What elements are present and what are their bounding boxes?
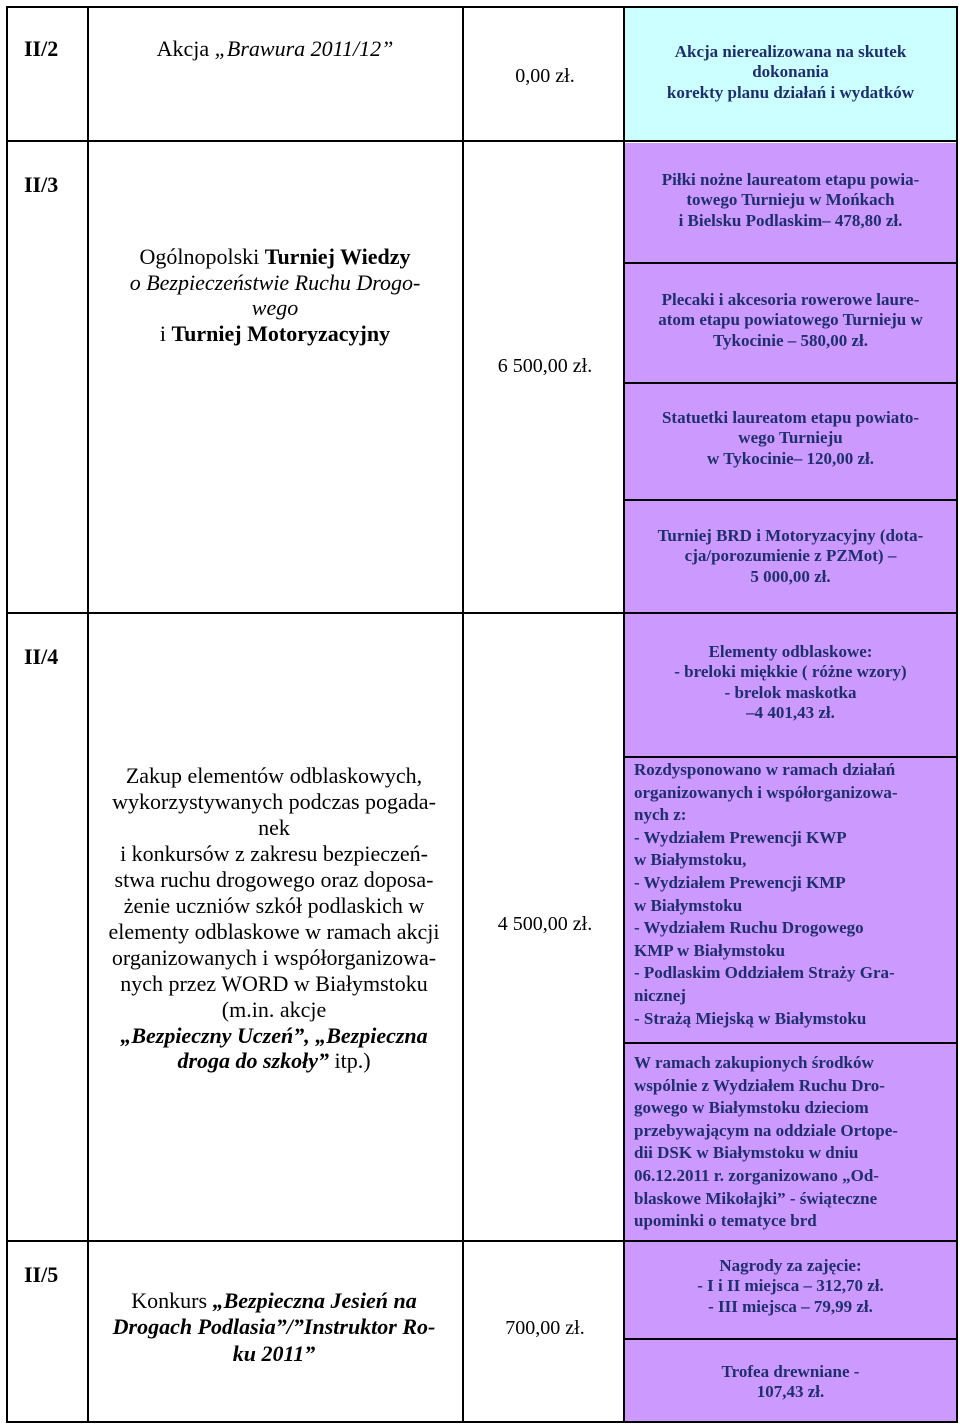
note-separator — [625, 1338, 956, 1340]
note-line: przebywającym na oddziale Ortope- — [634, 1120, 898, 1140]
note-line: Trofea drewniane - — [721, 1362, 860, 1381]
note-line: cja/porozumienie z PZMot) – — [684, 546, 897, 566]
description-italic: „Brawura 2011/12” — [214, 36, 394, 61]
row-amount: 0,00 zł. — [515, 65, 575, 87]
note-line: Akcja nierealizowana na skutek — [674, 42, 907, 61]
note-line: - brelok maskotka — [724, 682, 857, 702]
row-code: II/3 — [24, 172, 59, 197]
description-line: organizowanych i współorganizowa- — [111, 944, 437, 970]
note-line: 107,43 zł. — [756, 1382, 825, 1402]
note-line: Tykocinie – 580,00 zł. — [712, 330, 869, 350]
description-line: Zakup elementów odblaskowych, — [125, 763, 423, 788]
note-separator — [625, 382, 956, 384]
note-text — [630, 1362, 951, 1403]
note-line: korekty planu działań i wydatków — [666, 82, 915, 102]
note-line: w Białymstoku, — [634, 850, 747, 870]
row-description — [100, 244, 450, 347]
note-separator — [625, 756, 956, 758]
row-code: II/2 — [24, 36, 59, 61]
row-description — [100, 36, 450, 62]
description-line: nek — [258, 814, 290, 840]
description-line: (m.in. akcje — [221, 996, 327, 1022]
description-line: Akcja „Brawura 2011/12” — [156, 36, 394, 61]
note-line: - Wydziałem Prewencji KMP — [634, 873, 846, 893]
row-separator — [6, 1240, 958, 1242]
note-line: organizowanych i współorganizowa- — [634, 782, 898, 802]
description-line: Drogach Podlasia”/”Instruktor Ro- — [112, 1314, 436, 1340]
table-border-right — [956, 6, 958, 1423]
description-line: stwa ruchu drogowego oraz doposa- — [114, 866, 434, 892]
note-line: Plecaki i akcesoria rowerowe laure- — [661, 290, 920, 309]
note-line: i Bielsku Podlaskim– 478,80 zł. — [678, 210, 903, 230]
note-text — [630, 42, 951, 103]
note-line: - III miejsca – 79,99 zł. — [708, 1296, 873, 1316]
description-line: i Turniej Motoryzacyjny — [159, 321, 391, 347]
row-amount: 4 500,00 zł. — [497, 913, 593, 935]
description-line: wykorzystywanych podczas pogada- — [112, 788, 436, 814]
description-line: ku 2011” — [232, 1340, 316, 1366]
note-line: Piłki nożne laureatom etapu powia- — [661, 170, 920, 189]
description-line: „Bezpieczny Uczeń”, „Bezpieczna — [120, 1022, 428, 1048]
row-description — [92, 1288, 456, 1367]
note-line: towego Turnieju w Mońkach — [686, 190, 895, 210]
description-line: o Bezpieczeństwie Ruchu Drogo- — [129, 269, 421, 295]
note-line: atom etapu powiatowego Turnieju w — [658, 310, 923, 330]
description-line: żenie uczniów szkół podlaskich w — [123, 892, 425, 918]
note-text — [630, 526, 951, 587]
note-line: upominki o tematyce brd — [634, 1211, 817, 1231]
description-line: Ogólnopolski Turniej Wiedzy — [139, 244, 411, 269]
row-separator — [6, 612, 958, 614]
note-line: –4 401,43 zł. — [746, 703, 835, 723]
row-code: II/5 — [24, 1262, 59, 1287]
note-text — [630, 642, 951, 724]
note-separator — [625, 1042, 956, 1044]
note-line: dokonania — [752, 62, 829, 82]
column-separator — [623, 6, 625, 1423]
note-line: 5 000,00 zł. — [750, 566, 831, 586]
note-text — [630, 290, 951, 351]
note-line: - Podlaskim Oddziałem Straży Gra- — [634, 963, 895, 983]
note-text — [630, 1256, 951, 1317]
column-separator — [462, 6, 464, 1423]
row-code: II/4 — [24, 644, 59, 669]
row-separator — [6, 140, 958, 142]
note-line: gowego w Białymstoku dzieciom — [634, 1098, 869, 1118]
note-line: Rozdysponowano w ramach działań — [634, 760, 896, 779]
table-border-left — [6, 6, 8, 1423]
note-line: Elementy odblaskowe: — [708, 642, 873, 661]
note-line: w Białymstoku — [634, 895, 743, 915]
note-line: nicznej — [634, 986, 686, 1006]
note-line: dii DSK w Białymstoku w dniu — [634, 1143, 859, 1163]
note-line: - Strażą Miejską w Białymstoku — [634, 1008, 867, 1028]
note-line: KMP w Białymstoku — [634, 940, 786, 960]
note-line: wspólnie z Wydziałem Ruchu Dro- — [634, 1075, 885, 1095]
description-line: nych przez WORD w Białymstoku — [120, 970, 428, 996]
note-line: 06.12.2011 r. zorganizowano „Od- — [634, 1166, 879, 1186]
note-line: - breloki miękkie ( różne wzory) — [674, 662, 907, 682]
note-line: W ramach zakupionych środków — [634, 1053, 874, 1072]
note-line: Statuetki laureatom etapu powiato- — [661, 408, 920, 427]
note-line: - Wydziałem Ruchu Drogowego — [634, 918, 864, 938]
column-separator — [87, 6, 89, 1423]
table-border-top — [6, 6, 958, 8]
row-amount: 6 500,00 zł. — [497, 355, 593, 377]
row-description — [92, 763, 456, 1074]
note-line: Nagrody za zajęcie: — [719, 1256, 862, 1275]
note-line: - I i II miejsca – 312,70 zł. — [697, 1276, 884, 1296]
note-line: - Wydziałem Prewencji KWP — [634, 827, 847, 847]
row-amount: 700,00 zł. — [505, 1317, 585, 1339]
note-line: Turniej BRD i Motoryzacyjny (dota- — [657, 526, 924, 545]
note-separator — [625, 262, 956, 264]
description-line: droga do szkoły” itp.) — [177, 1048, 371, 1074]
note-line: wego Turnieju — [738, 428, 843, 448]
description-line: Konkurs „Bezpieczna Jesień na — [131, 1288, 417, 1313]
note-text — [634, 759, 952, 1030]
note-separator — [625, 499, 956, 501]
note-line: w Tykocinie– 120,00 zł. — [706, 448, 874, 468]
note-text — [630, 170, 951, 231]
description-line: i konkursów z zakresu bezpieczeń- — [120, 840, 428, 866]
note-line: nych z: — [634, 805, 687, 825]
note-text — [630, 408, 951, 469]
table-border-bottom — [6, 1421, 958, 1423]
note-text — [634, 1052, 952, 1233]
note-line: blaskowe Mikołajki” - świąteczne — [634, 1188, 878, 1208]
description-line: wego — [251, 295, 299, 321]
description-line: elementy odblaskowe w ramach akcji — [108, 918, 440, 944]
